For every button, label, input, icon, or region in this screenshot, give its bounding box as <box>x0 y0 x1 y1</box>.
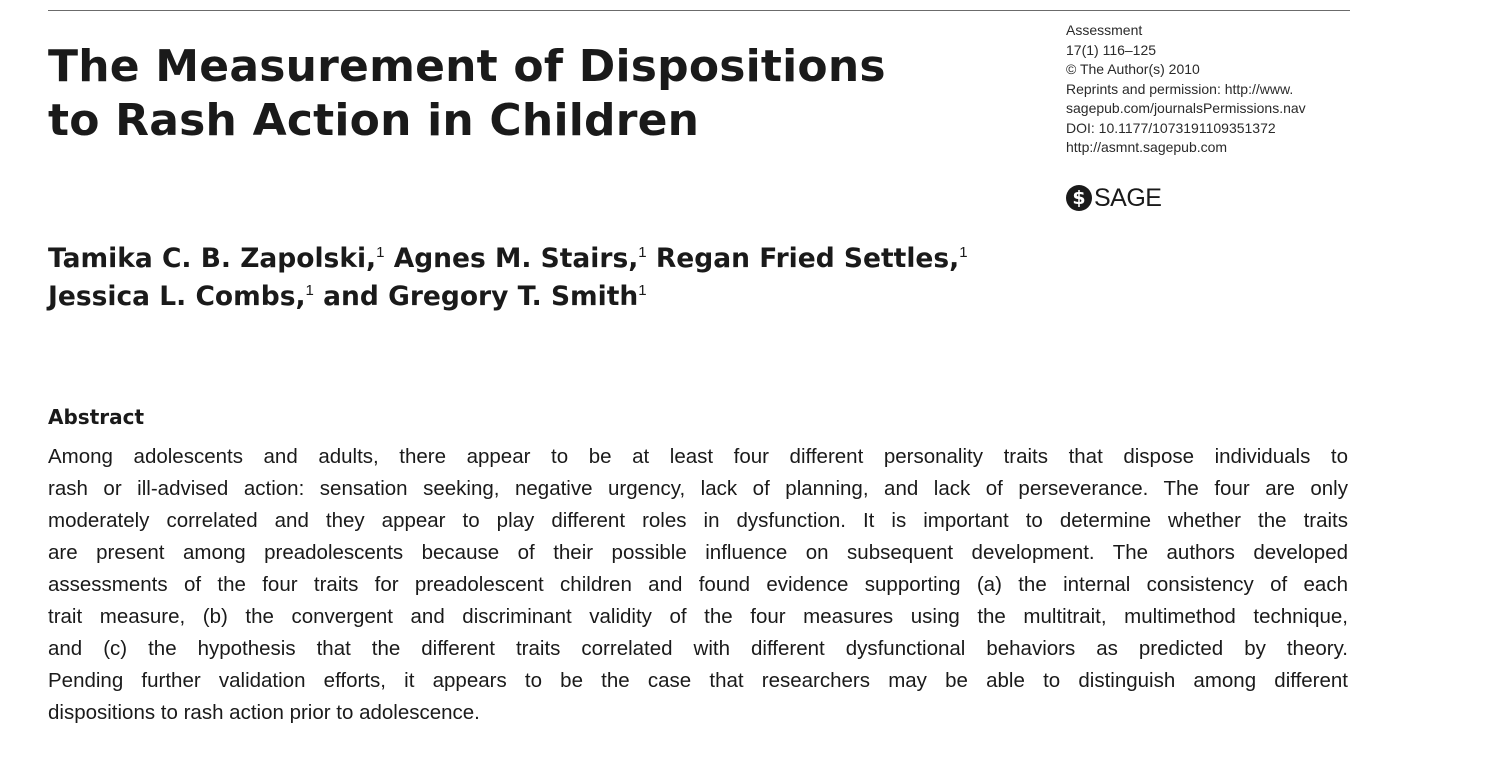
abstract-line: Among adolescents and adults, there appear to be at least four different personality traits that dispose individuals to <box>48 445 1348 468</box>
author-name: Agnes M. Stairs, <box>393 243 639 274</box>
volume-pages: 17(1) 116–125 <box>1066 41 1157 58</box>
abstract-heading: Abstract <box>48 405 145 429</box>
copyright-notice: © The Author(s) 2010 <box>1066 61 1200 77</box>
author-name: Jessica L. Combs, <box>48 281 306 312</box>
doi[interactable]: DOI: 10.1177/1073191109351372 <box>1066 119 1276 136</box>
affiliation-marker: 1 <box>638 244 647 261</box>
author-name: Tamika C. B. Zapolski, <box>48 243 377 274</box>
header-rule <box>48 10 1350 11</box>
author-list <box>48 240 1048 316</box>
publisher-name: SAGE <box>1094 184 1162 212</box>
affiliation-marker: 1 <box>638 282 647 299</box>
abstract-line: dispositions to rash action prior to adolescence. <box>48 701 480 724</box>
affiliation-marker: 1 <box>305 282 314 299</box>
author-line <box>48 278 1048 316</box>
title-line: to Rash Action in Children <box>48 95 700 146</box>
abstract-line: Pending further validation efforts, it appears to be the case that researchers may be able to distinguish among different <box>48 669 1348 692</box>
journal-url[interactable]: http://asmnt.sagepub.com <box>1066 139 1228 155</box>
title-line: The Measurement of Dispositions <box>48 41 886 92</box>
sage-logo-icon: $ <box>1066 185 1092 211</box>
abstract-line: are present among preadolescents because of their possible influence on subsequent development. The authors developed <box>48 541 1348 564</box>
affiliation-marker: 1 <box>376 244 385 261</box>
author-line <box>48 240 1048 278</box>
reprints-link-cont[interactable]: sagepub.com/journalsPermissions.nav <box>1066 100 1306 116</box>
journal-name: Assessment <box>1066 22 1143 38</box>
sage-logo <box>1066 184 1161 212</box>
abstract-body <box>48 441 1348 729</box>
abstract-line: rash or ill-advised action: sensation seeking, negative urgency, lack of planning, and lack of perseverance. The four are only <box>48 477 1348 500</box>
journal-metadata <box>1066 21 1386 158</box>
abstract-line: moderately correlated and they appear to play different roles in dysfunction. It is important to determine whether the traits <box>48 509 1348 532</box>
reprints-link[interactable]: Reprints and permission: http://www. <box>1066 80 1294 97</box>
author-name: Regan Fried Settles, <box>655 243 960 274</box>
abstract-line: and (c) the hypothesis that the different traits correlated with different dysfunctional behaviors as predicted by theory. <box>48 637 1348 660</box>
article-title <box>48 40 948 148</box>
author-name: and Gregory T. Smith <box>323 281 639 312</box>
abstract-line: trait measure, (b) the convergent and discriminant validity of the four measures using the multitrait, multimethod technique, <box>48 605 1348 628</box>
affiliation-marker: 1 <box>959 244 968 261</box>
abstract-line: assessments of the four traits for preadolescent children and found evidence supporting (a) the internal consistency of each <box>48 573 1348 596</box>
